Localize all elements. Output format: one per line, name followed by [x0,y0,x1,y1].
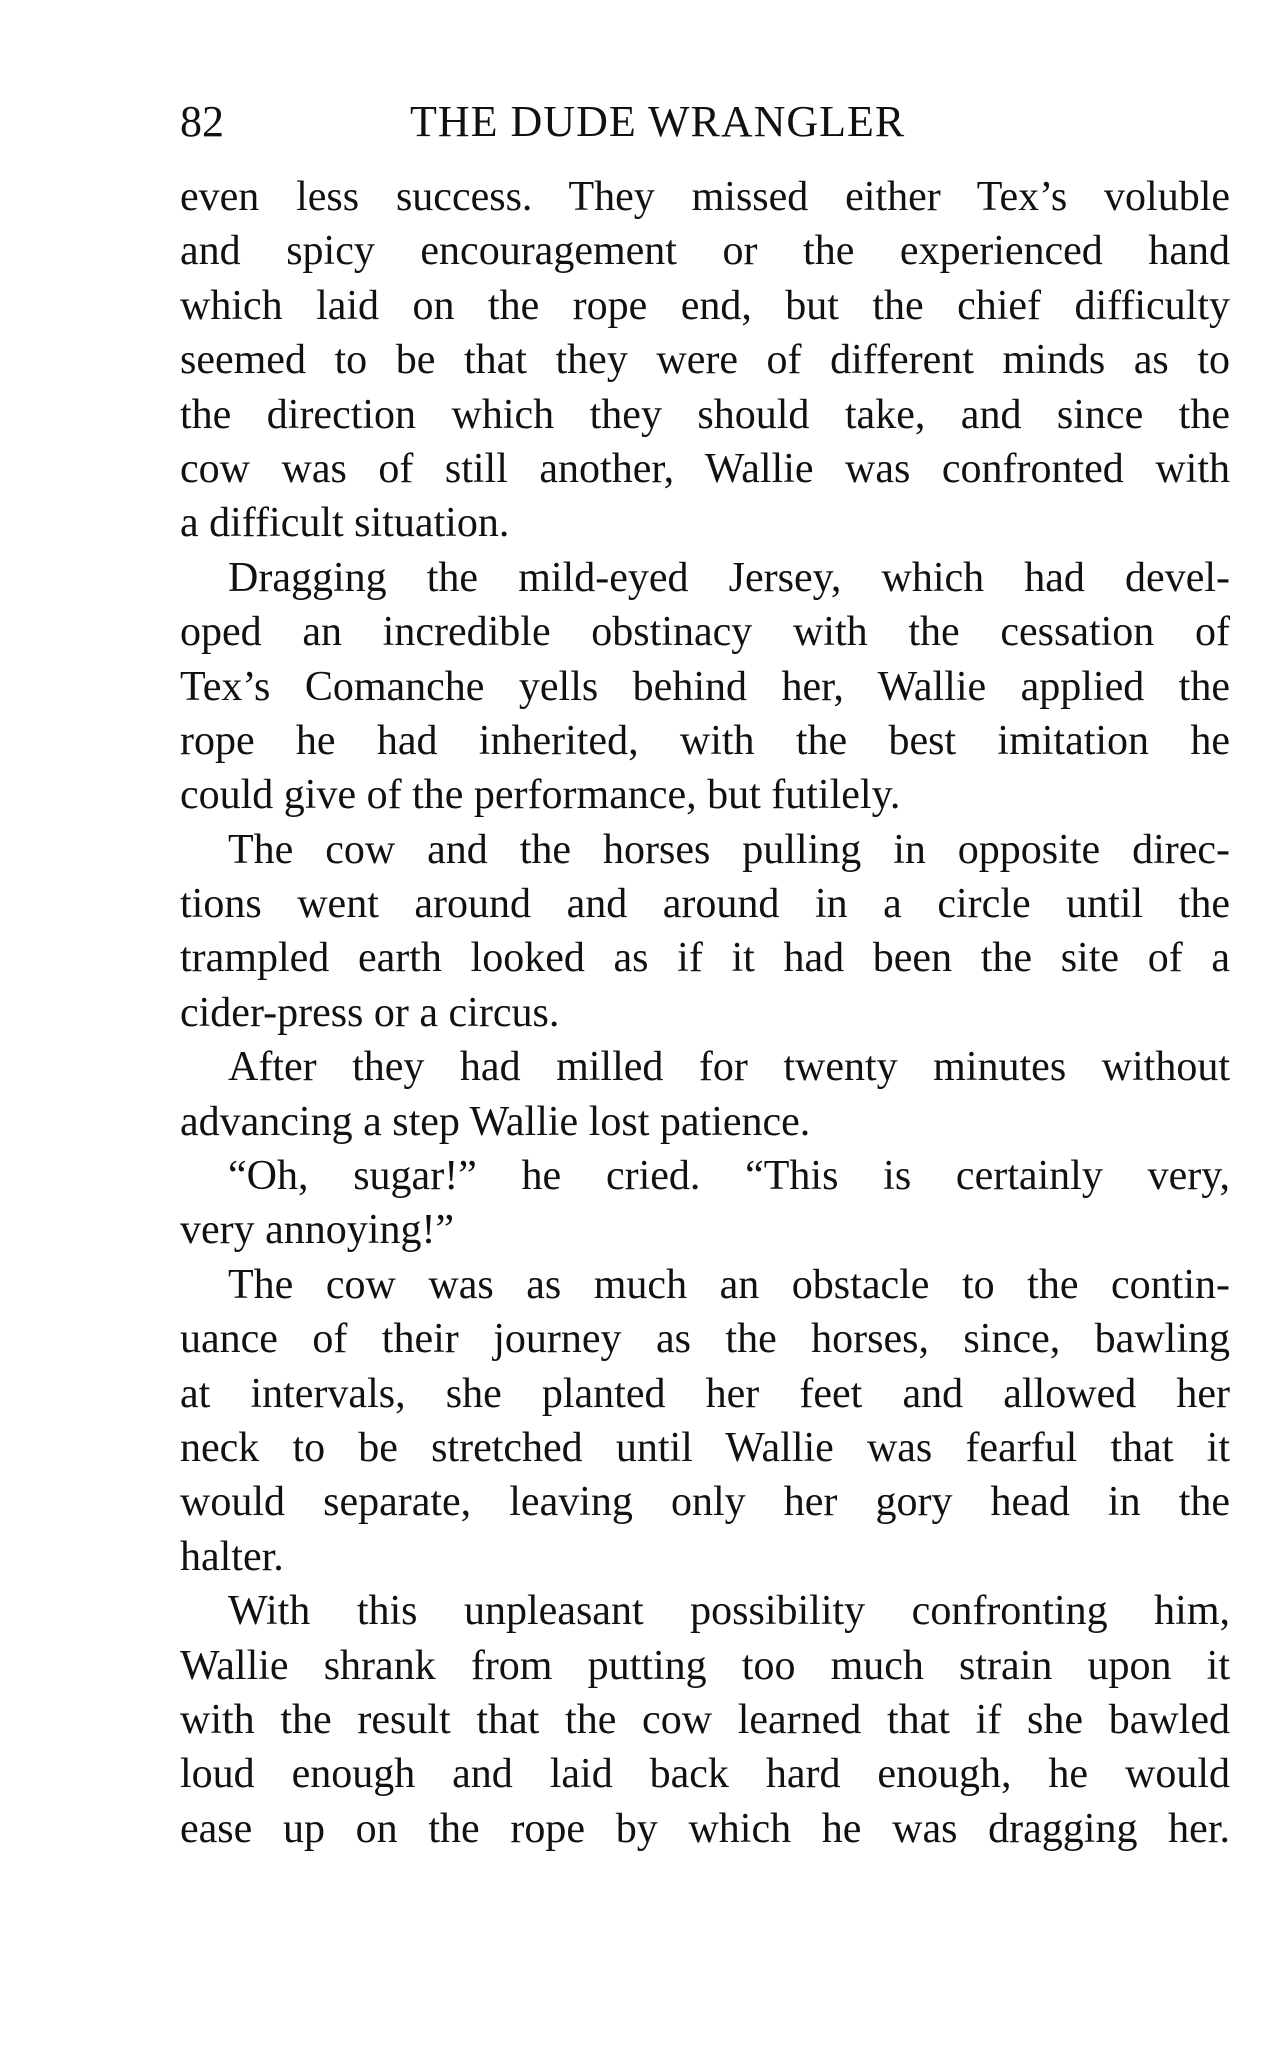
text-line: Wallie shrank from putting too much strain upon it [180,1642,1230,1689]
text-line: tions went around and around in a circle until the [180,881,1230,928]
text-line: and spicy encouragement or the experienced hand [180,228,1230,275]
page-number: 82 [180,97,224,146]
running-head [180,92,1010,152]
paragraph [180,170,1230,551]
text-line: which laid on the rope end, but the chief difficulty [180,282,1230,329]
text-line: uance of their journey as the horses, since, bawling [180,1316,1230,1363]
text-line: ease up on the rope by which he was dragging her. [180,1805,1230,1852]
text-line: After they had milled for twenty minutes without [228,1044,1230,1091]
text-line: The cow and the horses pulling in opposite direc- [228,826,1230,873]
text-line: “Oh, sugar!” he cried. “This is certainly very, [228,1153,1230,1200]
paragraph [180,1258,1230,1584]
paragraph [180,1584,1230,1856]
text-line: neck to be stretched until Wallie was fearful that it [180,1424,1230,1471]
text-line: could give of the performance, but futilely. [180,772,901,819]
text-line: would separate, leaving only her gory head in the [180,1479,1230,1526]
body-text [180,170,1230,1856]
text-line: even less success. They missed either Tex’s voluble [180,174,1230,220]
text-line: cider-press or a circus. [180,989,560,1036]
text-line: halter. [180,1533,284,1580]
text-line: With this unpleasant possibility confronting him, [228,1588,1230,1635]
paragraph [180,551,1230,823]
text-line: advancing a step Wallie lost patience. [180,1098,811,1145]
text-line: Dragging the mild-eyed Jersey, which had devel- [228,554,1230,601]
text-line: cow was of still another, Wallie was confronted with [180,445,1230,492]
text-line: seemed to be that they were of different minds as to [180,337,1230,384]
paragraph [180,1149,1230,1258]
text-line: very annoying!” [180,1207,455,1254]
text-line: trampled earth looked as if it had been the site of a [180,935,1230,982]
text-line: with the result that the cow learned that if she bawled [180,1696,1230,1743]
paragraph [180,823,1230,1041]
paragraph [180,1040,1230,1149]
text-line: a difficult situation. [180,500,510,547]
text-line: loud enough and laid back hard enough, he would [180,1751,1230,1798]
text-line: rope he had inherited, with the best imitation he [180,717,1230,764]
text-line: oped an incredible obstinacy with the cessation of [180,609,1230,656]
text-line: The cow was as much an obstacle to the contin- [228,1261,1230,1308]
text-line: at intervals, she planted her feet and allowed her [180,1370,1230,1417]
text-line: the direction which they should take, and since the [180,391,1230,438]
text-line: Tex’s Comanche yells behind her, Wallie applied the [180,663,1230,710]
running-title: THE DUDE WRANGLER [410,97,906,146]
